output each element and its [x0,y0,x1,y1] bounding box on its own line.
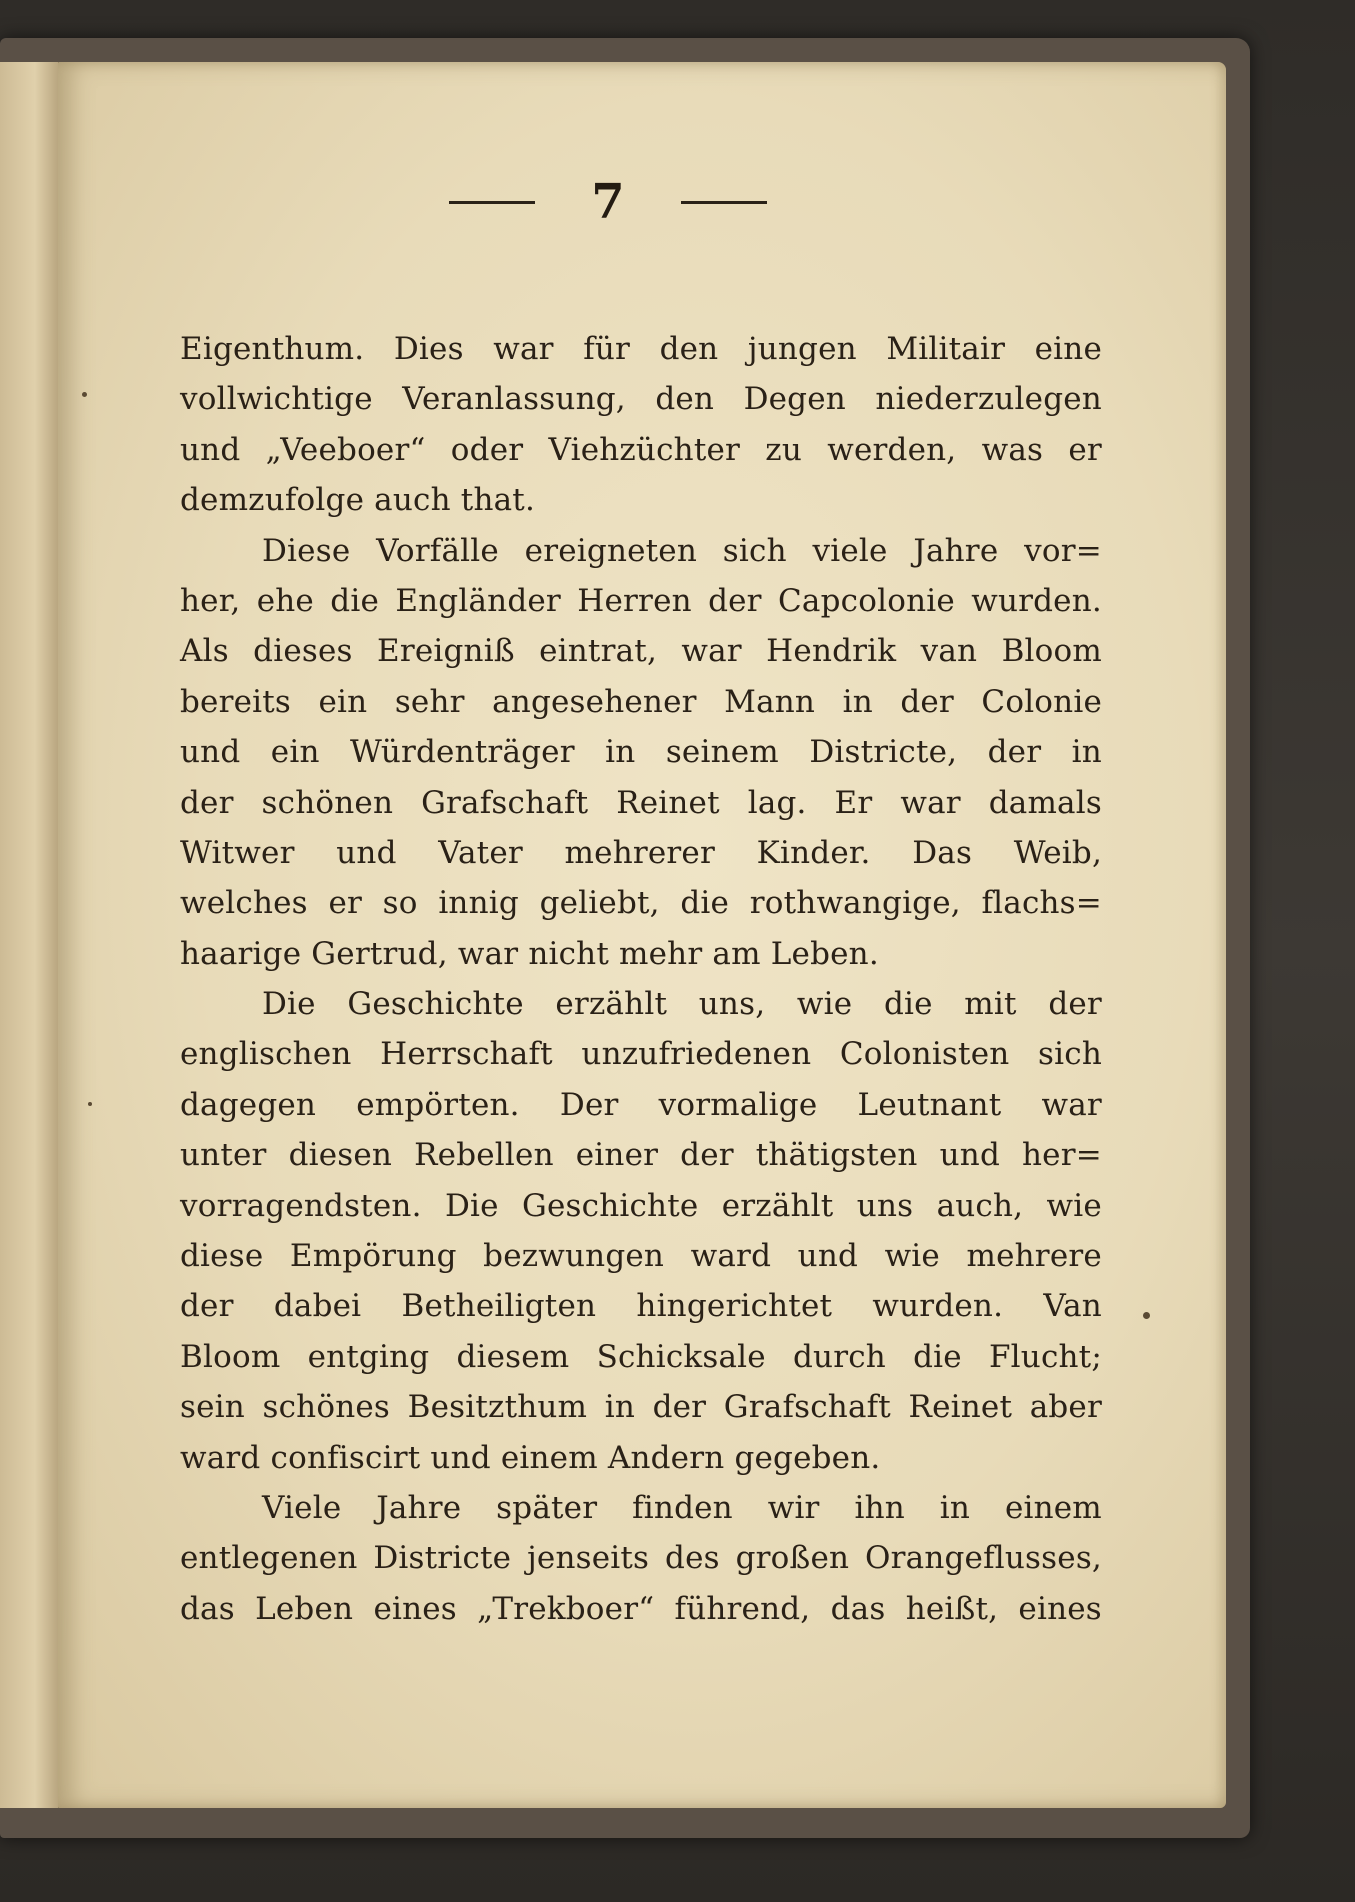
word: sich [722,532,787,569]
word: Veranlassung, [402,381,626,418]
word: ward [690,1238,772,1275]
word: das [830,1590,886,1627]
word: angesehener [492,683,697,720]
word: innig [438,885,519,922]
word: Mann [724,683,816,720]
word: Würdenträger [350,734,575,771]
word: Geschichte [522,1187,699,1224]
word: „Veeboer“ [265,431,426,468]
word: thätigsten [755,1137,918,1174]
word: Diese [262,532,351,569]
page-header [58,172,1158,232]
text-line [180,1181,1102,1231]
word: Grafschaft [723,1389,891,1426]
word: Districte [373,1540,512,1577]
word: ein [318,683,368,720]
paper-speck [82,392,87,397]
word: welches [180,885,308,922]
word: damals [988,784,1102,821]
word: und [180,734,241,771]
text-line [180,1080,1102,1130]
word: diesen [288,1137,393,1174]
text-line [180,1130,1102,1180]
word: jenseits [527,1540,650,1577]
word: später [496,1489,598,1526]
word: Vorfälle [376,532,499,569]
word: Vater [438,834,523,871]
paper-speck [88,1102,92,1106]
word: Orangeflusses, [865,1540,1102,1577]
text-line [180,576,1102,626]
word: rothwangige, [749,885,961,922]
word: entlegenen [180,1540,358,1577]
word: oder [450,431,524,468]
word: Als [180,633,229,670]
word: Leben [255,1590,354,1627]
word: Herren [577,582,692,619]
word: ehe [256,582,314,619]
word: wie [1046,1187,1102,1224]
text-line [180,878,1102,928]
word: der [1048,986,1102,1023]
word: die [913,1338,962,1375]
word: sehr [394,683,465,720]
page-number: 7 [591,174,625,230]
word: bezwungen [483,1238,665,1275]
word: des [665,1540,720,1577]
word: wir [767,1489,820,1526]
word: heißt, [905,1590,999,1627]
word: der [652,1389,707,1426]
word: Eigenthum. [180,331,365,367]
book-page [58,62,1226,1808]
word: der [180,784,234,821]
word: Ereigniß [377,633,515,670]
word: Capcolonie [778,582,955,619]
word: Betheiligten [401,1288,597,1325]
text-line [180,374,1102,424]
word: Colonisten [839,1036,1010,1073]
word: wurden. [872,1288,1004,1325]
word: empörten. [356,1086,520,1123]
text-line [180,526,1102,576]
word: seinem [665,734,779,771]
word: Geschichte [347,986,524,1023]
text-line [180,828,1102,878]
word: großen [735,1540,850,1577]
text-line [180,1281,1102,1331]
word: van [920,633,978,670]
word: dabei [273,1288,362,1325]
word: uns, [698,986,766,1023]
page-body-text [180,324,1102,1634]
text-line [180,979,1102,1029]
word: englischen [180,1036,352,1073]
word: Herrschaft [380,1036,553,1073]
word: Schicksale [596,1338,766,1375]
word: mehrerer [564,834,716,871]
word: und [336,834,397,871]
word: der [708,582,762,619]
paragraph [180,1483,1102,1634]
word: Empörung [289,1238,457,1275]
word: mehrere [966,1238,1102,1275]
word: Dies [393,331,464,367]
word: Hendrik [766,633,897,670]
word: zu [765,431,802,468]
word: wurden. [971,582,1102,619]
header-rule-right [681,201,767,204]
paper-speck [1143,1312,1150,1319]
facing-page-edge [0,62,60,1808]
word: in [604,1389,636,1426]
word: auch, [936,1187,1024,1224]
word: Colonie [981,683,1102,720]
word: geliebt, [539,885,660,922]
word: her, [180,582,241,619]
word: vollwichtige [180,381,373,418]
text-line [180,1332,1102,1382]
word: in [1071,734,1102,771]
word: schönen [261,784,394,821]
word: das [180,1590,235,1627]
word: vorragendsten. [180,1187,422,1224]
word: dieses [253,633,353,670]
word: lag. [747,784,807,821]
word: Degen [743,381,846,418]
word: Bloom [180,1338,281,1375]
word: Flucht; [988,1338,1102,1375]
word: war [493,331,554,367]
word: die [883,986,933,1023]
word: einer [575,1137,659,1174]
word: eines [1018,1590,1102,1627]
word: was [981,431,1044,468]
word: durch [792,1338,886,1375]
word: flachs= [981,885,1102,922]
word: ereigneten [524,532,698,569]
word: „Trekboer“ [477,1590,655,1627]
text-line [180,1533,1102,1583]
word: Die [444,1187,499,1224]
word: Er [834,784,873,821]
text-line [180,778,1102,828]
text-line [180,727,1102,777]
word: und [939,1137,1000,1174]
header-rule-left [449,201,535,204]
word: einem [1004,1489,1102,1526]
word: vormalige [658,1086,818,1123]
paragraph [180,979,1102,1483]
word: Die [262,986,316,1023]
word: Engländer [395,582,561,619]
word: dagegen [180,1086,317,1123]
word: Das [912,834,973,871]
word: er [1068,431,1102,468]
word: mit [964,986,1017,1023]
word: den [659,331,719,367]
word: wie [884,1238,940,1275]
word: eines [373,1590,457,1627]
word: in [605,734,636,771]
text-line [180,626,1102,676]
word: erzählt [721,1187,834,1224]
word: Witwer [180,834,295,871]
word: Der [559,1086,619,1123]
word: Militair [886,331,1006,367]
word: her= [1022,1137,1102,1174]
word: war [900,784,961,821]
word: bereits [180,683,292,720]
word: vor= [1024,532,1102,569]
word: so [382,885,418,922]
text-line [180,1231,1102,1281]
text-line [180,1029,1102,1079]
text-line [180,1382,1102,1432]
word: war [681,633,742,670]
word: eine [1034,331,1102,367]
text-line [180,1584,1102,1634]
word: ihn [854,1489,905,1526]
word: schönes [262,1389,391,1426]
word: niederzulegen [875,381,1102,418]
word: der [987,734,1042,771]
word: entging [307,1338,430,1375]
word: der [900,683,954,720]
word: eintrat, [539,633,658,670]
text-line: haarige Gertrud, war nicht mehr am Leben. [180,935,879,972]
word: Viele [262,1489,342,1526]
word: Districte, [809,734,958,771]
word: Jahre [913,532,999,569]
paragraph [180,324,1102,526]
word: den [655,381,715,418]
word: Rebellen [414,1137,554,1174]
word: in [842,683,873,720]
text-line [180,324,1102,374]
text-line [180,425,1102,475]
word: Bloom [1001,633,1102,670]
word: Reinet [908,1389,1013,1426]
paragraph [180,526,1102,980]
word: wie [796,986,853,1023]
word: Van [1043,1288,1102,1325]
word: erzählt [555,986,668,1023]
word: in [939,1489,971,1526]
word: werden, [827,431,957,468]
word: Jahre [376,1489,462,1526]
word: Grafschaft [421,784,589,821]
text-line: demzufolge auch that. [180,482,536,519]
word: viele [812,532,888,569]
word: für [583,331,631,367]
word: uns [856,1187,914,1224]
word: sein [180,1389,245,1426]
text-line [180,677,1102,727]
word: er [328,885,363,922]
word: diesem [456,1338,570,1375]
word: Weib, [1013,834,1102,871]
word: die [330,582,379,619]
word: war [1041,1086,1102,1123]
word: Viehzüchter [548,431,741,468]
word: die [680,885,730,922]
word: unzufriedenen [581,1036,812,1073]
word: und [180,431,241,468]
word: jungen [747,331,857,367]
word: der [680,1137,734,1174]
word: führend, [674,1590,811,1627]
word: Reinet [616,784,720,821]
word: Besitzthum [407,1389,588,1426]
word: unter [180,1137,267,1174]
text-line [180,1483,1102,1533]
word: ein [270,734,320,771]
text-line: ward confiscirt und einem Andern gegeben. [180,1439,881,1476]
word: Kinder. [756,834,871,871]
word: sich [1038,1036,1102,1073]
word: aber [1029,1389,1102,1426]
word: Leutnant [857,1086,1002,1123]
word: finden [632,1489,733,1526]
word: hingerichtet [636,1288,833,1325]
word: diese [180,1238,264,1275]
word: und [797,1238,859,1275]
word: der [180,1288,234,1325]
